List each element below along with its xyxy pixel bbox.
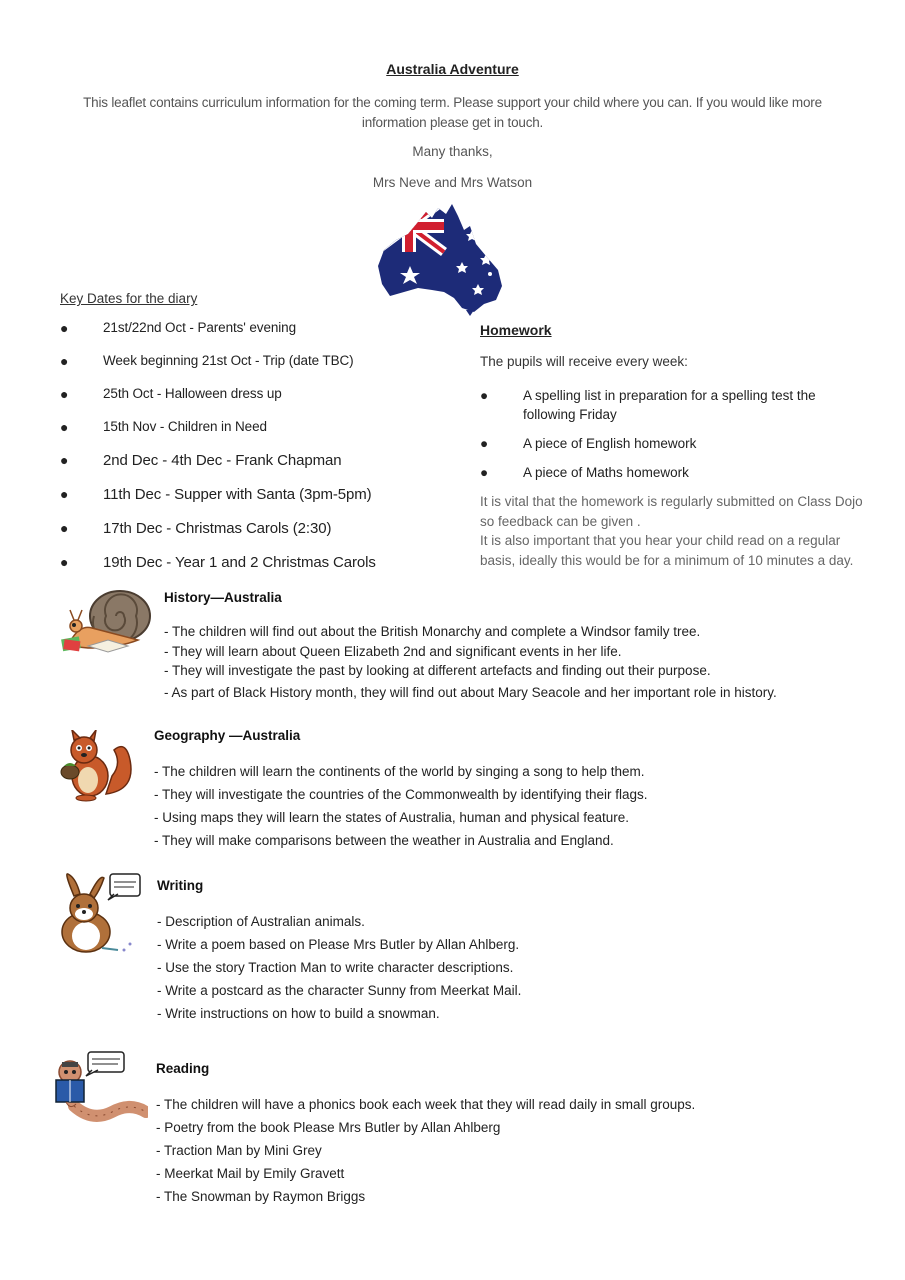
list-item: ● A piece of Maths homework bbox=[480, 465, 689, 480]
reading-line: - Poetry from the book Please Mrs Butler by Allan Ahlberg bbox=[156, 1120, 501, 1135]
geography-line: - They will make comparisons between the weather in Australia and England. bbox=[154, 833, 614, 848]
geography-lines bbox=[154, 760, 648, 852]
reading-line: - Meerkat Mail by Emily Gravett bbox=[156, 1166, 345, 1181]
geography-line: - Using maps they will learn the states of Australia, human and physical feature. bbox=[154, 810, 629, 825]
geography-line: - The children will learn the continents of the world by singing a song to help them. bbox=[154, 764, 645, 779]
geography-title: Geography —Australia bbox=[154, 728, 301, 743]
list-item: ● 19th Dec - Year 1 and 2 Christmas Carols bbox=[60, 554, 376, 571]
homework-intro: The pupils will receive every week: bbox=[480, 354, 688, 369]
reading-lines bbox=[156, 1093, 695, 1208]
history-lines bbox=[164, 622, 777, 702]
writing-line: - Use the story Traction Man to write character descriptions. bbox=[157, 960, 514, 975]
key-dates-title: Key Dates for the diary bbox=[60, 291, 198, 306]
homework-note-dojo: It is vital that the homework is regularly submitted on Class Dojo so feedback can be given . bbox=[480, 494, 863, 529]
history-line: - They will investigate the past by looking at different artefacts and finding out their purpose. bbox=[164, 663, 711, 678]
writing-line: - Description of Australian animals. bbox=[157, 914, 365, 929]
snail-icon bbox=[58, 588, 154, 656]
writing-line: - Write instructions on how to build a snowman. bbox=[157, 1006, 440, 1021]
list-item: ● A piece of English homework bbox=[480, 436, 697, 451]
worm-icon bbox=[52, 1050, 148, 1124]
history-line: - The children will find out about the British Monarchy and complete a Windsor family tree. bbox=[164, 624, 701, 639]
intro-text: This leaflet contains curriculum information for the coming term. Please support your child where you can. If you would like more information please get in touch. bbox=[83, 95, 822, 130]
squirrel-icon bbox=[56, 730, 136, 802]
list-item: ● 25th Oct - Halloween dress up bbox=[60, 386, 282, 402]
list-item: ● 2nd Dec - 4th Dec - Frank Chapman bbox=[60, 452, 342, 469]
homework-list bbox=[480, 386, 870, 492]
reading-line: - The Snowman by Raymon Briggs bbox=[156, 1189, 366, 1204]
australia-flag-map-icon bbox=[374, 200, 508, 316]
key-dates-list bbox=[60, 320, 460, 588]
writing-title: Writing bbox=[157, 878, 204, 893]
homework-title: Homework bbox=[480, 322, 552, 338]
reading-line: - The children will have a phonics book each week that they will read daily in small groups. bbox=[156, 1097, 696, 1112]
rabbit-icon bbox=[56, 872, 142, 956]
list-item: ● A spelling list in preparation for a spelling test the following Friday bbox=[480, 388, 816, 422]
thanks-text: Many thanks, bbox=[412, 144, 493, 159]
homework-note bbox=[480, 492, 865, 570]
history-line: - As part of Black History month, they will find out about Mary Seacole and her important role in history. bbox=[164, 684, 777, 700]
list-item: ● 15th Nov - Children in Need bbox=[60, 419, 267, 435]
writing-line: - Write a postcard as the character Sunny from Meerkat Mail. bbox=[157, 983, 522, 998]
writing-line: - Write a poem based on Please Mrs Butler by Allan Ahlberg. bbox=[157, 937, 520, 952]
list-item: ● 17th Dec - Christmas Carols (2:30) bbox=[60, 520, 332, 537]
history-line: - They will learn about Queen Elizabeth 2nd and significant events in her life. bbox=[164, 643, 622, 659]
signoff-text: Mrs Neve and Mrs Watson bbox=[372, 175, 533, 190]
geography-line: - They will investigate the countries of the Commonwealth by identifying their flags. bbox=[154, 787, 648, 802]
writing-lines bbox=[157, 910, 521, 1025]
reading-title: Reading bbox=[156, 1061, 210, 1076]
reading-line: - Traction Man by Mini Grey bbox=[156, 1143, 322, 1158]
list-item: ● 11th Dec - Supper with Santa (3pm-5pm) bbox=[60, 486, 372, 503]
homework-note-reading: It is also important that you hear your child read on a regular basis, ideally this would be for a minimum of 10 minutes a day. bbox=[480, 533, 854, 568]
history-title: History—Australia bbox=[164, 590, 282, 605]
list-item: ● 21st/22nd Oct - Parents' evening bbox=[60, 320, 296, 336]
page-title: Australia Adventure bbox=[386, 61, 519, 77]
list-item: ● Week beginning 21st Oct - Trip (date TBC) bbox=[60, 353, 354, 369]
